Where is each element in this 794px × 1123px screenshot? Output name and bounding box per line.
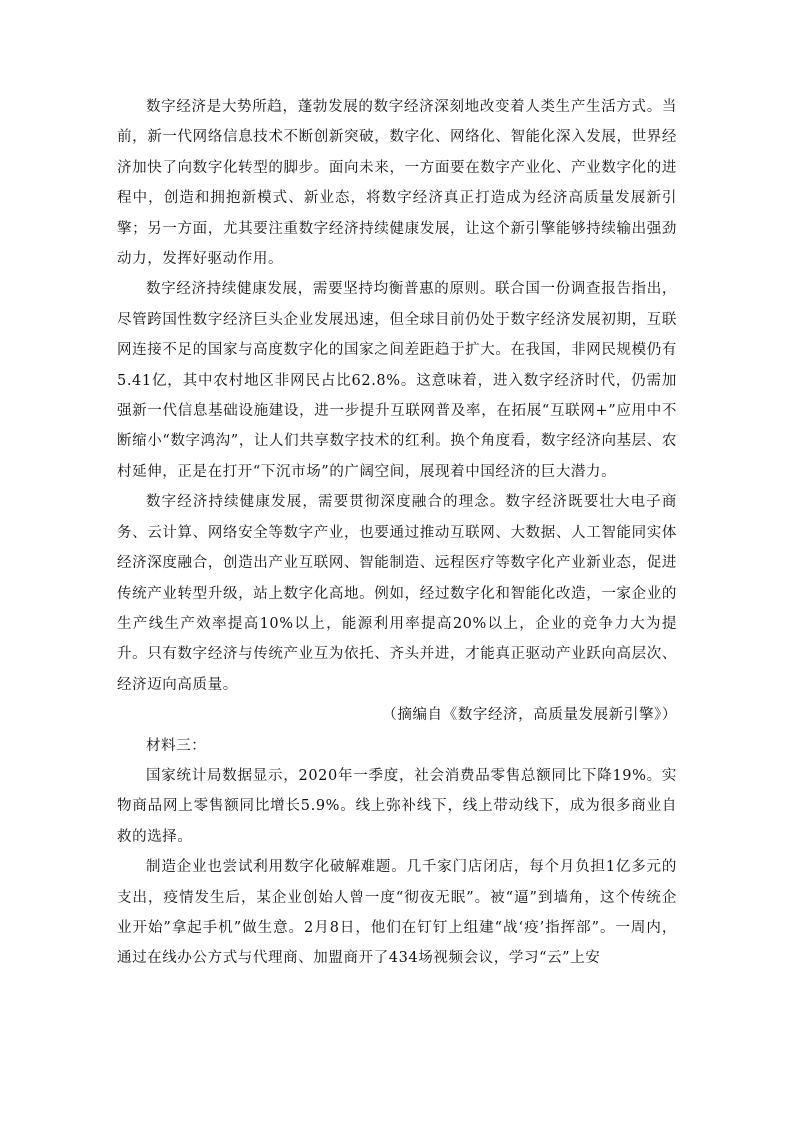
article-paragraph-1: 数字经济是大势所趋，蓬勃发展的数字经济深刻地改变着人类生产生活方式。当前，新一代网络信息技术不断创新突破，数字化、网络化、智能化深入发展，世界经济加快了向数字化转型的脚步。面向未来，一方面要在数字产业化、产业数字化的进程中，创造和拥抱新模式、新业态，将数字经济真正打造成为经济高质量发展新引擎；另一方面，尤其要注重数字经济持续健康发展，让这个新引擎能够持续输出强劲动力，发挥好驱动作用。 [117,99,677,268]
material-3-heading: 材料三： [146,737,207,754]
material-3-paragraph-2: 制造企业也尝试利用数字化破解难题。几千家门店闭店，每个月负担1亿多元的支出，疫情发生后，某企业创始人曾一度“彻夜无眠”。被“逼”到墙角，这个传统企业开始”拿起手机”做生意。2月8日，他们在钉钉上组建“战‘疫’指挥部”。一周内，通过在线办公方式与代理商、加盟商开了434场视频会议，学习“云”上安 [117,859,677,967]
article-paragraph-2: 数字经济持续健康发展，需要坚持均衡普惠的原则。联合国一份调查报告指出，尽管跨国性数字经济巨头企业发展迅速，但全球目前仍处于数字经济发展初期，互联网连接不足的国家与高度数字化的国家之间差距趋于扩大。在我国，非网民规模仍有5.41亿，其中农村地区非网民占比62.8%。这意味着，进入数字经济时代，仍需加强新一代信息基础设施建设，进一步提升互联网普及率，在拓展“互联网+”应用中不断缩小“数字鸿沟”，让人们共享数字技术的红利。换个角度看，数字经济向基层、农村延伸，正是在打开“下沉市场”的广阔空间，展现着中国经济的巨大潜力。 [117,281,677,480]
material-3-paragraph-1: 国家统计局数据显示，2020年一季度，社会消费品零售总额同比下降19%。实物商品网上零售额同比增长5.9%。线上弥补线下，线上带动线下，成为很多商业自救的选择。 [117,767,677,845]
article-source: （摘编自《数字经济，高质量发展新引擎》） [382,707,677,724]
article-paragraph-3: 数字经济持续健康发展，需要贯彻深度融合的理念。数字经济既要壮大电子商务、云计算、网络安全等数字产业，也要通过推动互联网、大数据、人工智能同实体经济深度融合，创造出产业互联网、智能制造、远程医疗等数字化产业新业态，促进传统产业转型升级，站上数字化高地。例如，经过数字化和智能化改造，一家企业的生产线生产效率提高10%以上，能源利用率提高20%以上，企业的竞争力大为提升。只有数字经济与传统产业互为依托、齐头并进，才能真正驱动产业跃向高层次、经济迈向高质量。 [117,494,677,693]
document-page [117,92,677,974]
